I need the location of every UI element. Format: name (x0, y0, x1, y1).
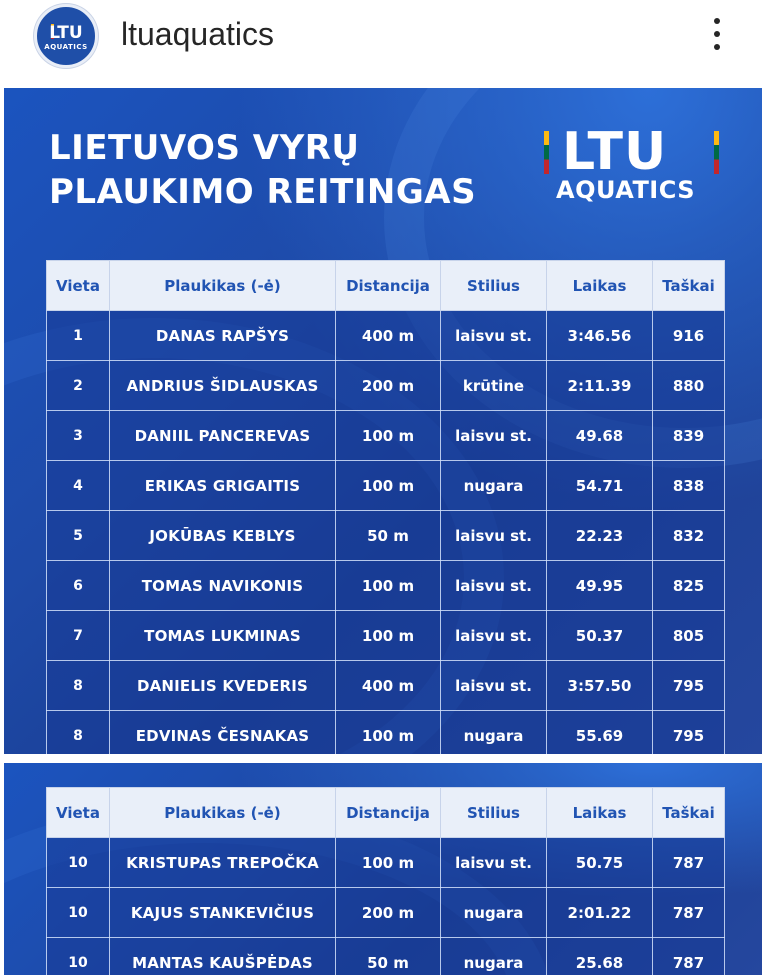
cell-distance: 400 m (336, 311, 441, 361)
avatar-logo-subtext: AQUATICS (44, 43, 88, 51)
cell-distance: 100 m (336, 611, 441, 661)
cell-swimmer: MANTAS KAUŠPĖDAS (110, 938, 336, 975)
cell-rank: 3 (47, 411, 110, 461)
header-distancija: Distancija (336, 788, 441, 838)
cell-time: 2:01.22 (547, 888, 653, 938)
cell-points: 825 (653, 561, 725, 611)
cell-points: 805 (653, 611, 725, 661)
cell-time: 3:46.56 (547, 311, 653, 361)
cell-points: 787 (653, 838, 725, 888)
cell-style: laisvu st. (441, 661, 547, 711)
cell-points: 787 (653, 938, 725, 975)
table-row (47, 461, 725, 511)
cell-points: 795 (653, 661, 725, 711)
cell-distance: 200 m (336, 888, 441, 938)
table-header-row (47, 261, 725, 311)
cell-swimmer: DANIELIS KVEDERIS (110, 661, 336, 711)
cell-rank: 8 (47, 711, 110, 755)
ranking-table-continued (46, 787, 725, 975)
table-row (47, 561, 725, 611)
title-line-2: PLAUKIMO REITINGAS (49, 172, 477, 212)
cell-time: 50.75 (547, 838, 653, 888)
cell-time: 2:11.39 (547, 361, 653, 411)
cell-time: 54.71 (547, 461, 653, 511)
header-plaukikas: Plaukikas (-ė) (110, 788, 336, 838)
cell-style: nugara (441, 711, 547, 755)
cell-distance: 100 m (336, 561, 441, 611)
cell-points: 916 (653, 311, 725, 361)
header-laikas: Laikas (547, 261, 653, 311)
cell-style: laisvu st. (441, 561, 547, 611)
post-image-1[interactable] (4, 88, 762, 754)
cell-swimmer: TOMAS LUKMINAS (110, 611, 336, 661)
cell-style: nugara (441, 938, 547, 975)
cell-distance: 50 m (336, 511, 441, 561)
table-row (47, 361, 725, 411)
cell-rank: 10 (47, 888, 110, 938)
cell-rank: 2 (47, 361, 110, 411)
title-line-1: LIETUVOS VYRŲ (49, 128, 360, 168)
cell-distance: 100 m (336, 838, 441, 888)
cell-swimmer: ANDRIUS ŠIDLAUSKAS (110, 361, 336, 411)
cell-style: laisvu st. (441, 411, 547, 461)
cell-time: 49.95 (547, 561, 653, 611)
ranking-table (46, 260, 725, 754)
cell-distance: 50 m (336, 938, 441, 975)
header-taskai: Taškai (653, 788, 725, 838)
cell-time: 49.68 (547, 411, 653, 461)
cell-distance: 100 m (336, 411, 441, 461)
cell-time: 50.37 (547, 611, 653, 661)
cell-distance: 100 m (336, 461, 441, 511)
logo-text: LTU (562, 122, 668, 182)
cell-style: nugara (441, 888, 547, 938)
cell-style: laisvu st. (441, 311, 547, 361)
cell-time: 3:57.50 (547, 661, 653, 711)
table-row (47, 938, 725, 975)
logo-subtext: AQUATICS (556, 176, 696, 204)
more-vertical-icon[interactable] (702, 14, 732, 54)
cell-style: laisvu st. (441, 511, 547, 561)
lithuanian-flag-icon (544, 131, 549, 174)
cell-points: 880 (653, 361, 725, 411)
table-row (47, 311, 725, 361)
cell-rank: 5 (47, 511, 110, 561)
header-stilius: Stilius (441, 261, 547, 311)
cell-swimmer: DANAS RAPŠYS (110, 311, 336, 361)
header-taskai: Taškai (653, 261, 725, 311)
cell-points: 832 (653, 511, 725, 561)
post-image-2[interactable] (4, 763, 762, 975)
cell-style: nugara (441, 461, 547, 511)
post-divider (0, 754, 768, 763)
post-header (0, 0, 768, 88)
table-row (47, 411, 725, 461)
ltu-aquatics-logo (544, 122, 724, 208)
avatar-logo-text: LTU (49, 23, 83, 43)
table-row (47, 711, 725, 755)
table-row (47, 611, 725, 661)
cell-rank: 7 (47, 611, 110, 661)
cell-swimmer: KAJUS STANKEVIČIUS (110, 888, 336, 938)
cell-distance: 200 m (336, 361, 441, 411)
page-title (49, 126, 476, 214)
cell-distance: 100 m (336, 711, 441, 755)
header-plaukikas: Plaukikas (-ė) (110, 261, 336, 311)
cell-distance: 400 m (336, 661, 441, 711)
cell-points: 838 (653, 461, 725, 511)
cell-swimmer: TOMAS NAVIKONIS (110, 561, 336, 611)
header-vieta: Vieta (47, 788, 110, 838)
cell-points: 839 (653, 411, 725, 461)
lithuanian-flag-icon (714, 131, 719, 174)
cell-time: 22.23 (547, 511, 653, 561)
header-distancija: Distancija (336, 261, 441, 311)
username[interactable]: ltuaquatics (121, 16, 274, 52)
cell-style: krūtine (441, 361, 547, 411)
cell-rank: 8 (47, 661, 110, 711)
cell-time: 25.68 (547, 938, 653, 975)
cell-swimmer: ERIKAS GRIGAITIS (110, 461, 336, 511)
cell-rank: 10 (47, 838, 110, 888)
table-row (47, 888, 725, 938)
header-stilius: Stilius (441, 788, 547, 838)
table-row (47, 661, 725, 711)
cell-style: laisvu st. (441, 838, 547, 888)
cell-swimmer: EDVINAS ČESNAKAS (110, 711, 336, 755)
cell-style: laisvu st. (441, 611, 547, 661)
header-vieta: Vieta (47, 261, 110, 311)
cell-points: 795 (653, 711, 725, 755)
cell-time: 55.69 (547, 711, 653, 755)
cell-rank: 10 (47, 938, 110, 975)
table-row (47, 511, 725, 561)
cell-rank: 6 (47, 561, 110, 611)
cell-rank: 1 (47, 311, 110, 361)
table-header-row (47, 788, 725, 838)
table-row (47, 838, 725, 888)
cell-points: 787 (653, 888, 725, 938)
cell-swimmer: JOKŪBAS KEBLYS (110, 511, 336, 561)
cell-swimmer: KRISTUPAS TREPOČKA (110, 838, 336, 888)
header-laikas: Laikas (547, 788, 653, 838)
avatar[interactable] (34, 4, 98, 68)
cell-rank: 4 (47, 461, 110, 511)
cell-swimmer: DANIIL PANCEREVAS (110, 411, 336, 461)
